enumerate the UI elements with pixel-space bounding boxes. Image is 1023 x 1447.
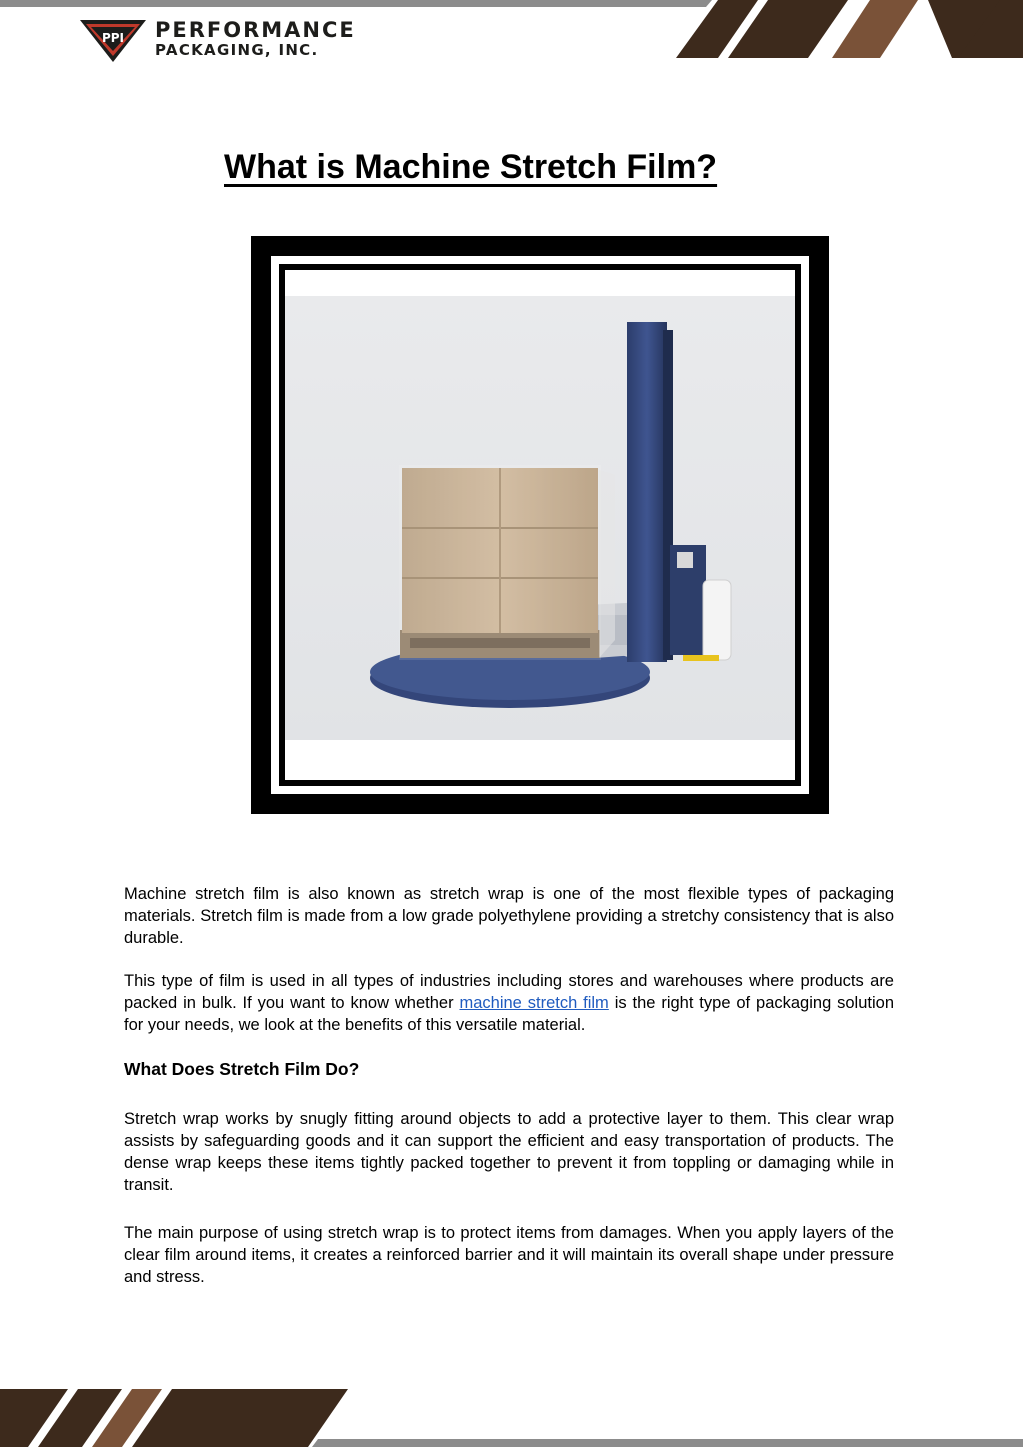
function-paragraph: Stretch wrap works by snugly fitting around objects to add a protective layer to them. This clear wrap assists by safeguarding goods and it can support the efficient and easy transportation of products. The dense wrap keeps these items tightly packed together to prevent it from toppling or damaging while in transit. [124,1110,894,1194]
ppi-emblem-icon [78,16,148,64]
emblem-monogram: PPI [101,31,125,45]
company-logo [78,16,398,66]
section-heading: What Does Stretch Film Do? [124,1059,360,1079]
industries-text-after: is the right type of packaging solution for your needs, we look at the benefits of this versatile material. [124,994,895,1034]
product-image-frame [251,236,829,814]
page-title: What is Machine Stretch Film? [224,148,718,186]
purpose-paragraph: The main purpose of using stretch wrap is to protect items from damages. When you apply layers of the clear film around items, it creates a reinforced barrier and it will maintain its overall shape under pressure and stress. [124,1224,894,1286]
brand-name-line2: PACKAGING, INC. [155,41,319,59]
stretch-wrapper-machine-image [285,270,795,780]
industries-text-before: This type of film is used in all types of industries including stores and warehouses where products are packed in bulk. If you want to know whether [124,972,894,1012]
machine-stretch-film-link[interactable]: machine stretch film [459,994,609,1012]
footer-decoration [0,1387,1023,1447]
industries-paragraph [124,970,894,1036]
intro-paragraph: Machine stretch film is also known as stretch wrap is one of the most flexible types of packaging materials. Stretch film is made from a low grade polyethylene providing a stretchy consistency that is also durable. [124,885,894,947]
brand-name-line1: PERFORMANCE [155,18,356,42]
